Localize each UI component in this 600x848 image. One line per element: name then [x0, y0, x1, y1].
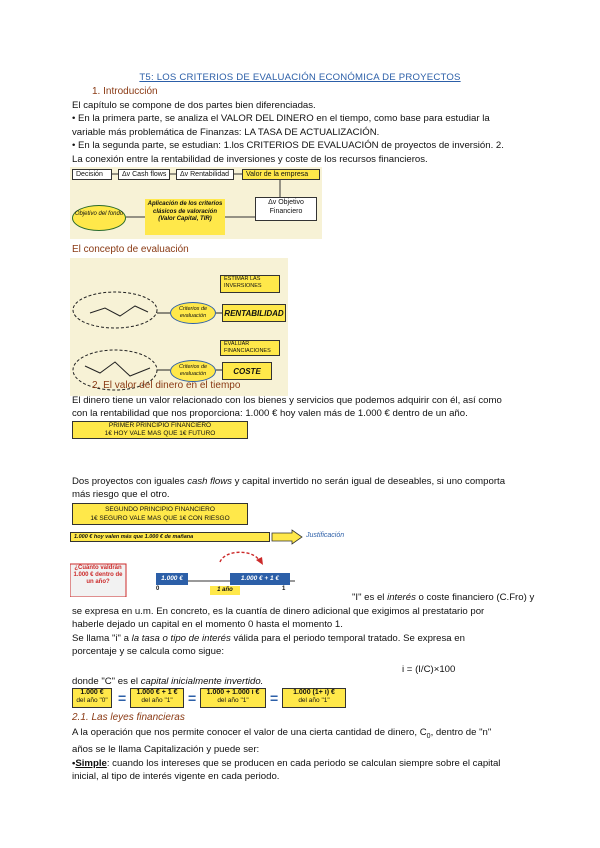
rentabilidad-box: RENTABILIDAD [222, 304, 286, 322]
decision-box: Decisión [72, 169, 112, 180]
text-run: o coste financiero (C.Fro) y [415, 592, 535, 603]
box-caption: del año "1" [141, 697, 173, 704]
text-run: "I" es el [352, 592, 388, 603]
box-caption: del año "0" [76, 697, 108, 704]
text-run: cash flows [187, 476, 232, 487]
box-caption: del año "1" [217, 697, 249, 704]
equals-sign: = [188, 690, 197, 706]
box-value: 1.000 (1+ i) € [293, 689, 335, 696]
text-run: A la operación que nos permite conocer el valor de una cierta cantidad de dinero, C [72, 727, 427, 738]
leyes-heading: 2.1. Las leyes financieras [72, 712, 185, 723]
page-title: T5: LOS CRITERIOS DE EVALUACIÓN ECONÓMICA DE PROYECTOS [139, 72, 461, 83]
intro-line: • En la primera parte, se analiza el VALOR DEL DINERO en el tiempo, como base para estudiar la [72, 113, 490, 125]
valor-text [72, 394, 542, 421]
criterios-ellipse-1: Criterios de evaluación [170, 302, 216, 324]
text-run: interés [387, 592, 416, 603]
evaluar-box: EVALUAR FINANCIACIONES [220, 340, 280, 356]
text-run: Se llama "i" a [72, 632, 132, 644]
intro-text [72, 99, 542, 166]
principle-title: SEGUNDO PRINCIPIO FINANCIERO [105, 506, 215, 513]
box-value: 1.000 € [80, 689, 104, 696]
bullet: • [72, 757, 76, 769]
justificacion-label: Justificación [306, 532, 345, 539]
section-heading-introduccion: 1. Introducción [92, 86, 158, 97]
interest-line: haberle dejado un capital en el momento 0 hasta el momento 1. [72, 619, 343, 631]
intro-line: La conexión entre la rentabilidad de inversiones y coste de los recursos financieros. [72, 153, 428, 165]
formula-box-2 [130, 688, 184, 708]
formula-box-3 [200, 688, 266, 708]
formula-box-1 [72, 688, 112, 708]
text-run: : cuando los intereses que se producen en cada periodo se calculan siempre sobre el capital [106, 757, 501, 769]
valor-empresa-box: Valor de la empresa [242, 169, 320, 180]
rentabilidad-box: Δv Rentabilidad [176, 169, 234, 180]
interest-line: porcentaje y se calcula como sigue: [72, 646, 224, 658]
principle-title: PRIMER PRINCIPIO FINANCIERO [108, 422, 212, 429]
leyes-text [72, 726, 542, 784]
aplicacion-box: Aplicación de los criterios clásicos de valoración (Valor Capital, TIR) [145, 199, 225, 235]
concepto-heading: El concepto de evaluación [72, 244, 189, 255]
riesgo-text [72, 475, 542, 502]
intro-line: El capítulo se compone de dos partes bien diferenciadas. [72, 100, 316, 111]
question-text: ¿Cuánto valdrán 1.000 € dentro de un año? [73, 565, 123, 585]
text-run: válida para el periodo temporal tratado. Se expresa en [230, 632, 465, 644]
objetivo-ellipse: Objetivo del fondo [72, 205, 126, 231]
intro-diagram [70, 167, 322, 239]
simple-label: Simple [75, 757, 107, 769]
intro-line: • En la segunda parte, se estudian: 1.los CRITERIOS DE EVALUACIÓN de proyectos de inversión. 2. [72, 140, 504, 152]
primer-principio-box [72, 421, 248, 439]
coste-box: COSTE [222, 362, 272, 380]
intro-line: variable más problemática de Finanzas: LA TASA DE ACTUALIZACIÓN. [72, 126, 380, 138]
text-run: , dentro de "n" [430, 727, 492, 738]
interest-def [352, 591, 534, 604]
timeline-figure [70, 529, 345, 597]
interest-line: se expresa en u.m. En concreto, es la cuantía de dinero adicional que exigimos al prestatario por [72, 606, 485, 617]
box-value: 1.000 € + 1 € [136, 689, 178, 696]
principle-text: 1€ HOY VALE MAS QUE 1€ FUTURO [104, 430, 216, 437]
riesgo-line: más riesgo que el otro. [72, 489, 170, 501]
av-objetivo-box: Δv Objetivo Financiero [255, 197, 317, 221]
valor-line: El dinero tiene un valor relacionado con los bienes y servicios que podemos adquirir con él, así como [72, 395, 502, 406]
box-caption: del año "1" [298, 697, 330, 704]
value-today: 1.000 € [156, 573, 188, 585]
leyes-line: años se le llama Capitalización y puede ser: [72, 744, 260, 756]
tick-zero: 0 [156, 586, 160, 592]
segundo-principio-box [72, 503, 248, 525]
statement-box: 1.000 € hoy valen más que 1.000 € de mañana [70, 532, 270, 542]
text-run: capital inicialmente invertido. [140, 676, 264, 687]
interest-text [72, 605, 542, 659]
tick-one: 1 [282, 586, 286, 592]
leyes-line: inicial, al tipo de interés vigente en cada periodo. [72, 771, 280, 783]
text-run: Dos proyectos con iguales [72, 476, 188, 487]
section-heading-valor: 2. El valor del dinero en el tiempo [92, 380, 241, 391]
equals-sign: = [118, 690, 127, 706]
criterios-ellipse-2: Criterios de evaluación [170, 360, 216, 382]
text-run: la tasa o tipo de interés [131, 632, 231, 644]
donde-text [72, 676, 263, 687]
cash-flows-box: Δv Cash flows [118, 169, 170, 180]
formula-box-4 [282, 688, 346, 708]
value-future: 1.000 € + 1 € [230, 573, 290, 585]
equals-sign: = [270, 690, 279, 706]
valor-line: con la rentabilidad que nos proporciona: 1.000 € hoy valen más de 1.000 € dentro de un año. [72, 408, 468, 420]
concepto-diagram [70, 258, 288, 396]
subscript: 0 [426, 732, 431, 740]
estimar-box: ESTIMAR LAS INVERSIONES [220, 275, 280, 293]
text-run: donde "C" es el [72, 676, 141, 687]
box-value: 1.000 + 1.000 i € [206, 689, 260, 696]
interest-formula: i = (I/C)×100 [402, 664, 456, 675]
year-label: 1 año [210, 586, 240, 595]
text-run: y capital invertido no serán igual de deseables, si uno comporta [231, 476, 506, 487]
timeline-arrows [70, 529, 345, 597]
principle-text: 1€ SEGURO VALE MAS QUE 1€ CON RIESGO [90, 515, 230, 522]
